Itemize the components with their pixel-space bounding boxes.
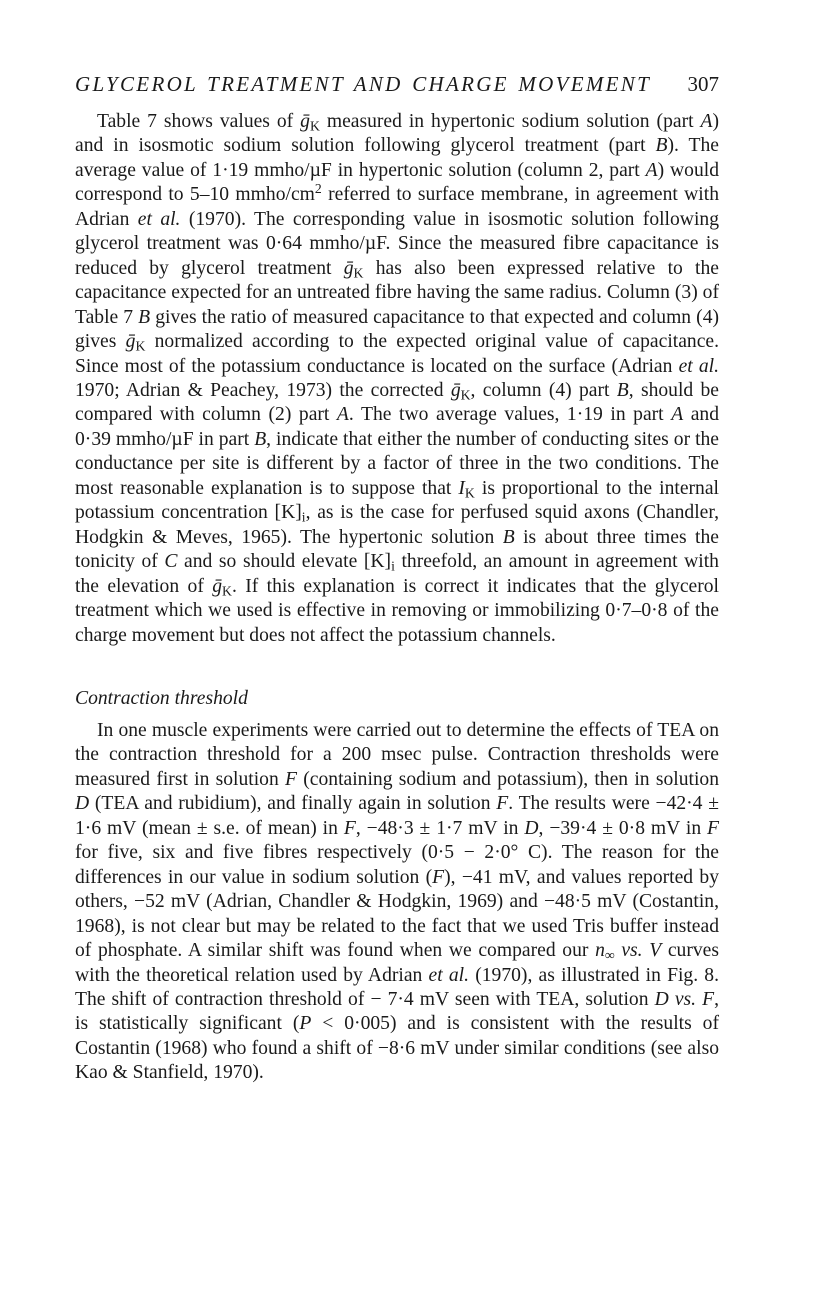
text-run: , should be compared with column (2) part — [75, 379, 720, 426]
text-run: , as is the case for perfused squid axons (Chandler, Hodgkin & Meves, 1965). The hypertonic solution — [75, 502, 719, 548]
text-run: ) would correspond to 5–10 mmho/cm — [75, 159, 719, 206]
superscript: 2 — [314, 181, 322, 197]
italic-label: D vs. F — [654, 988, 715, 1010]
article-body — [75, 110, 719, 1086]
italic-label: A — [671, 404, 684, 426]
italic-label: vs. V — [621, 940, 662, 962]
text-run: (1970), as illustrated in Fig. 8. The shift of contraction threshold of − 7·4 mV seen with TEA, solution — [75, 964, 719, 1010]
page-number: 307 — [687, 72, 719, 96]
section-heading: Contraction threshold — [75, 687, 248, 709]
text-run: 1970; Adrian & Peachey, 1973) the corrected — [75, 379, 451, 401]
text-run: Table 7 shows values of — [97, 111, 301, 132]
symbol-gk: ḡ — [212, 575, 223, 597]
italic-label: A — [645, 159, 658, 181]
text-run: referred to surface membrane, in agreement with Adrian — [75, 184, 719, 230]
symbol-p: P — [299, 1013, 312, 1035]
subscript: K — [464, 485, 475, 501]
text-run: < 0·005) and is consistent with the results of Costantin (1968) who found a shift of −8·6 mV under similar conditions (see also Kao & Stanfield, 1970). — [75, 1013, 719, 1084]
running-title: GLYCEROL TREATMENT AND CHARGE MOVEMENT — [75, 72, 652, 96]
text-run: is about three times the tonicity of — [75, 526, 719, 573]
text-run: , −39·4 ± 0·8 mV in — [538, 817, 708, 839]
text-run: has also been expressed relative to the capacitance expected for an untreated fibre having the same radius. Column (3) of Table 7 — [75, 257, 719, 328]
text-run: normalized according to the expected original value of capacitance. Since most of the potassium conductance is located on the surface (Adrian — [75, 331, 719, 377]
italic-label: F — [496, 793, 509, 815]
subscript: ∞ — [604, 947, 615, 963]
text-run: . If this explanation is correct it indicates that the glycerol treatment which we used is effective in removing or immobilizing 0·7–0·8 of the charge movement but does not affect the potassium channels. — [75, 575, 719, 646]
subscript: i — [391, 558, 395, 574]
subscript: K — [353, 265, 364, 281]
symbol-gk: ḡ — [450, 379, 461, 401]
symbol-gk: ḡ — [300, 111, 310, 132]
text-run: measured in hypertonic sodium solution (part — [319, 111, 701, 132]
symbol-gk: ḡ — [343, 257, 354, 279]
subscript: K — [135, 338, 146, 354]
text-run: ). The average value of 1·19 mmho/µF in hypertonic solution (column 2, part — [75, 135, 719, 181]
text-run: for five, six and five fibres respectively (0·5 − 2·0° C). The reason for the differences in our value in sodium solution ( — [75, 842, 719, 888]
text-run: is proportional to the internal potassium concentration [K] — [75, 477, 719, 524]
italic-label: B — [138, 306, 151, 328]
text-run: (TEA and rubidium), and finally again in solution — [89, 793, 497, 815]
italic-label: F — [285, 768, 297, 790]
italic-citation: et al. — [678, 355, 719, 377]
italic-label: A — [336, 404, 349, 426]
italic-label: A — [700, 111, 713, 132]
text-run: In one muscle experiments were carried out to determine the effects of TEA on the contraction threshold for a 200 msec pulse. Contraction thresholds were measured first in solution — [75, 719, 719, 790]
italic-label: B — [616, 379, 629, 401]
text-run: ), −41 mV, and values reported by others, −52 mV (Adrian, Chandler & Hodgkin, 1969) and −48·5 mV (Costantin, 1968), is not clear but may be related to the fact that we used Tris buffer instead of phosphate. A similar shift was found when we compared our — [75, 866, 719, 962]
text-run: curves with the theoretical relation used by Adrian — [75, 940, 719, 986]
subscript: K — [309, 118, 320, 134]
text-run: , −48·3 ± 1·7 mV in — [355, 817, 525, 839]
symbol-ik: I — [458, 477, 465, 499]
paragraph-potassium-conductance — [75, 110, 719, 648]
text-run: ) and in isosmotic sodium solution following glycerol treatment (part — [75, 111, 719, 157]
text-run: , column (4) part — [470, 379, 617, 401]
subscript: i — [301, 509, 306, 525]
text-run: threefold, an amount in agreement with the elevation of — [75, 551, 719, 597]
symbol-n: n — [595, 940, 605, 962]
text-run: and 0·39 mmho/µF in part — [75, 404, 719, 450]
italic-label: F — [707, 817, 720, 839]
italic-label: F — [343, 817, 356, 839]
text-run: , indicate that either the number of conducting sites or the conductance per site is different by a factor of three in the two conditions. The most reasonable explanation is to suppose that — [75, 428, 720, 499]
subscript: K — [460, 387, 471, 403]
italic-label: F — [432, 866, 445, 888]
text-run: . The two average values, 1·19 in part — [348, 404, 672, 426]
text-run: and so should elevate [K] — [177, 551, 392, 573]
italic-label: B — [502, 526, 515, 548]
paragraph-contraction-threshold — [75, 719, 719, 1086]
text-run: . The results were −42·4 ± 1·6 mV (mean ± s.e. of mean) in — [75, 793, 719, 839]
text-run: (1970). The corresponding value in isosmotic solution following glycerol treatment was 0·64 mmho/µF. Since the measured fibre capacitance is reduced by glycerol treatment — [75, 208, 719, 279]
italic-label: D — [524, 817, 539, 839]
text-run: gives the ratio of measured capacitance to that expected and column (4) gives — [75, 306, 720, 353]
symbol-gk: ḡ — [125, 331, 136, 353]
text-run: (containing sodium and potassium), then in solution — [297, 768, 719, 790]
text-run: , is statistically significant ( — [75, 988, 720, 1035]
italic-label: C — [164, 551, 178, 573]
subscript: K — [222, 583, 232, 599]
italic-label: D — [75, 793, 90, 815]
italic-label: B — [655, 135, 668, 157]
italic-citation: et al. — [137, 208, 181, 230]
italic-label: B — [254, 428, 267, 450]
italic-citation: et al. — [428, 964, 470, 986]
page-header — [75, 72, 719, 104]
